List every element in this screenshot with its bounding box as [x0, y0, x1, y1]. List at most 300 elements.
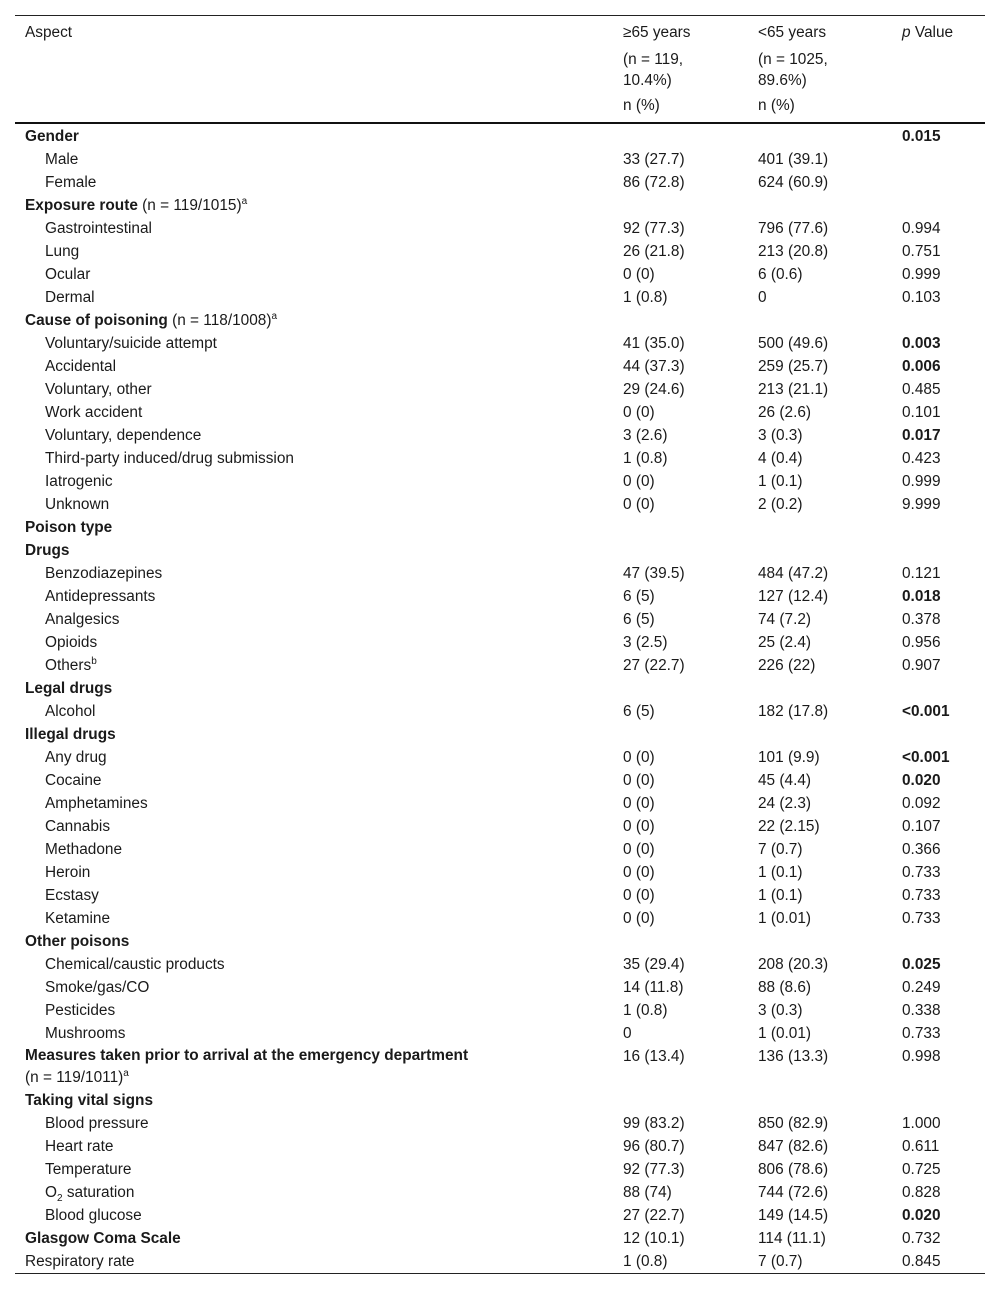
cell-p-value: 0.101	[902, 404, 941, 421]
cell-65-plus: 96 (80.7)	[623, 1138, 685, 1155]
cell-p-value: 0.485	[902, 381, 941, 398]
row-label-text: Poison type	[25, 519, 113, 536]
cell-65-plus: 29 (24.6)	[623, 381, 685, 398]
cell-p-value: 0.994	[902, 220, 941, 237]
table-row	[15, 1045, 985, 1089]
row-label-text: Voluntary/suicide attempt	[45, 335, 217, 352]
cell-under-65: 127 (12.4)	[758, 588, 829, 605]
row-label	[15, 355, 613, 378]
row-label-text: Pesticides	[45, 1002, 116, 1019]
cell-under-65: 88 (8.6)	[758, 979, 812, 996]
table-row	[15, 953, 985, 976]
cell-p-value: 0.378	[902, 611, 941, 628]
cell-65-plus: 14 (11.8)	[623, 979, 684, 996]
p-value-label: Value	[910, 24, 954, 41]
cell-p-value: 0.725	[902, 1161, 941, 1178]
row-label	[15, 1089, 613, 1112]
cell-65-plus: 35 (29.4)	[623, 956, 685, 973]
row-label	[15, 654, 613, 677]
cell-65-plus	[613, 194, 748, 217]
cell-p-value: 0.732	[902, 1230, 941, 1247]
row-label-note: (n = 118/1008)	[167, 312, 272, 329]
cell-p-value	[892, 148, 985, 171]
row-label-text: Ketamine	[45, 910, 111, 927]
row-label	[15, 930, 613, 953]
cell-under-65: 22 (2.15)	[758, 818, 820, 835]
cell-under-65	[748, 1089, 892, 1112]
cell-under-65: 136 (13.3)	[758, 1048, 829, 1065]
table-row	[15, 585, 985, 608]
cell-65-plus	[613, 123, 748, 148]
cell-p-value: 0.751	[902, 243, 941, 260]
cell-p-value: 0.018	[902, 588, 941, 605]
cell-65-plus: 92 (77.3)	[623, 1161, 685, 1178]
row-label-text: Blood glucose	[45, 1207, 142, 1224]
subscript: 2	[56, 1193, 63, 1205]
cell-p-value	[892, 723, 985, 746]
row-label-note: (n = 119/1011)	[25, 1069, 124, 1086]
cell-under-65	[748, 539, 892, 562]
row-label-text: Ecstasy	[45, 887, 99, 904]
row-label-text: Antidepressants	[45, 588, 156, 605]
cell-p-value: 0.733	[902, 864, 941, 881]
cell-under-65: 1 (0.1)	[758, 887, 803, 904]
cell-p-value	[892, 677, 985, 700]
row-label-text: Voluntary, other	[45, 381, 152, 398]
cell-under-65: 1 (0.01)	[758, 1025, 812, 1042]
row-label	[15, 263, 613, 286]
cell-under-65: 2 (0.2)	[758, 496, 803, 513]
row-label-text: Third-party induced/drug submission	[45, 450, 294, 467]
cell-under-65: 208 (20.3)	[758, 956, 829, 973]
cell-p-value: 0.003	[902, 335, 941, 352]
header-65-plus-n: (n = 119, 10.4%)	[623, 51, 684, 89]
table-row	[15, 1112, 985, 1135]
cell-p-value: 0.733	[902, 887, 941, 904]
row-label-text: Blood pressure	[45, 1115, 149, 1132]
cell-p-value: 9.999	[902, 496, 941, 513]
cell-under-65: 0	[758, 289, 767, 306]
row-label-text: Heart rate	[45, 1138, 114, 1155]
row-label	[15, 493, 613, 516]
cell-under-65	[748, 123, 892, 148]
table-row	[15, 539, 985, 562]
row-label	[15, 516, 613, 539]
table-row	[15, 263, 985, 286]
row-label-text: Dermal	[45, 289, 95, 306]
table-container	[15, 15, 985, 1274]
cell-under-65: 213 (20.8)	[758, 243, 829, 260]
row-label	[15, 608, 613, 631]
cell-p-value	[892, 516, 985, 539]
table-row	[15, 493, 985, 516]
table-row	[15, 1022, 985, 1045]
table-row	[15, 1227, 985, 1250]
cell-65-plus	[613, 516, 748, 539]
row-label-text: Cause of poisoning	[25, 312, 168, 329]
row-label-note: (n = 119/1015)	[137, 197, 242, 214]
cell-p-value	[892, 194, 985, 217]
table-row	[15, 907, 985, 930]
cell-p-value: 1.000	[902, 1115, 941, 1132]
table-row	[15, 999, 985, 1022]
cell-65-plus: 3 (2.6)	[623, 427, 668, 444]
row-label	[15, 171, 613, 194]
cell-under-65: 3 (0.3)	[758, 427, 803, 444]
cell-under-65	[748, 194, 892, 217]
row-label-text: Heroin	[45, 864, 91, 881]
row-label-text: Voluntary, dependence	[45, 427, 202, 444]
cell-under-65: 850 (82.9)	[758, 1115, 829, 1132]
cell-65-plus: 1 (0.8)	[623, 1002, 668, 1019]
cell-under-65: 484 (47.2)	[758, 565, 829, 582]
table-row	[15, 1250, 985, 1274]
row-label	[15, 148, 613, 171]
row-label-text: Temperature	[45, 1161, 132, 1178]
cell-under-65	[748, 723, 892, 746]
row-label-text: Unknown	[45, 496, 110, 513]
cell-under-65: 806 (78.6)	[758, 1161, 829, 1178]
table-row	[15, 123, 985, 148]
cell-p-value: 0.121	[902, 565, 941, 582]
cell-under-65: 796 (77.6)	[758, 220, 829, 237]
table-row	[15, 240, 985, 263]
header-p-value	[892, 16, 985, 50]
row-label	[15, 286, 613, 309]
cell-under-65: 74 (7.2)	[758, 611, 812, 628]
cell-under-65: 25 (2.4)	[758, 634, 812, 651]
table-row	[15, 746, 985, 769]
row-label-text: Work accident	[45, 404, 143, 421]
cell-p-value: 0.423	[902, 450, 941, 467]
row-label	[15, 815, 613, 838]
row-label	[15, 309, 613, 332]
cell-p-value	[892, 1089, 985, 1112]
row-label	[15, 769, 613, 792]
table-row	[15, 700, 985, 723]
row-label	[15, 1204, 613, 1227]
cell-under-65: 114 (11.1)	[758, 1230, 826, 1247]
row-label-text: Male	[45, 151, 79, 168]
cell-p-value: 0.006	[902, 358, 941, 375]
cell-p-value: 0.828	[902, 1184, 941, 1201]
row-label	[15, 884, 613, 907]
row-label	[15, 1227, 613, 1250]
table-row	[15, 355, 985, 378]
cell-65-plus: 0	[623, 1025, 632, 1042]
header-under-65-n: (n = 1025, 89.6%)	[758, 51, 828, 89]
cell-65-plus: 41 (35.0)	[623, 335, 685, 352]
cell-under-65: 26 (2.6)	[758, 404, 812, 421]
cell-p-value: 0.999	[902, 473, 941, 490]
cell-65-plus: 3 (2.5)	[623, 634, 668, 651]
row-label	[15, 470, 613, 493]
table-row	[15, 1158, 985, 1181]
row-label-text: Benzodiazepines	[45, 565, 163, 582]
cell-65-plus: 1 (0.8)	[623, 450, 668, 467]
row-label-text: Gastrointestinal	[45, 220, 152, 237]
cell-under-65: 45 (4.4)	[758, 772, 812, 789]
row-label	[15, 217, 613, 240]
cell-under-65	[748, 677, 892, 700]
cell-under-65: 182 (17.8)	[758, 703, 829, 720]
cell-65-plus: 0 (0)	[623, 887, 655, 904]
row-label-text: Glasgow Coma Scale	[25, 1230, 181, 1247]
cell-p-value: 0.998	[902, 1048, 941, 1065]
cell-p-value: 0.733	[902, 910, 941, 927]
table-row	[15, 930, 985, 953]
cell-65-plus	[613, 309, 748, 332]
cell-65-plus: 44 (37.3)	[623, 358, 685, 375]
table-row	[15, 1135, 985, 1158]
cell-p-value	[892, 539, 985, 562]
row-label-text: Exposure route	[25, 197, 138, 214]
row-label	[15, 194, 613, 217]
cell-under-65	[748, 930, 892, 953]
cell-65-plus: 1 (0.8)	[613, 1250, 748, 1274]
footnote-marker: a	[271, 310, 278, 322]
row-label	[15, 539, 613, 562]
cell-p-value: 0.092	[902, 795, 941, 812]
cell-under-65: 24 (2.3)	[758, 795, 812, 812]
table-header	[15, 16, 985, 124]
row-label-text: Other poisons	[25, 933, 130, 950]
row-label	[15, 1158, 613, 1181]
table-row	[15, 309, 985, 332]
data-table	[15, 15, 985, 1274]
row-label	[15, 447, 613, 470]
row-label	[15, 861, 613, 884]
cell-65-plus	[613, 539, 748, 562]
row-label	[15, 1135, 613, 1158]
row-label-text: Measures taken prior to arrival at the emergency department	[25, 1047, 469, 1064]
cell-65-plus: 92 (77.3)	[623, 220, 685, 237]
table-row	[15, 148, 985, 171]
cell-p-value: 0.103	[902, 289, 941, 306]
row-label-text: Taking vital signs	[25, 1092, 154, 1109]
cell-under-65: 624 (60.9)	[758, 174, 829, 191]
header-under-65: <65 years	[748, 16, 892, 50]
row-label-text: Legal drugs	[25, 680, 113, 697]
cell-under-65: 744 (72.6)	[758, 1184, 829, 1201]
cell-65-plus: 0 (0)	[623, 841, 655, 858]
table-row	[15, 378, 985, 401]
row-label	[15, 562, 613, 585]
row-label	[15, 1045, 613, 1089]
footnote-marker: b	[91, 655, 97, 667]
row-label-text: Any drug	[45, 749, 107, 766]
cell-65-plus: 26 (21.8)	[623, 243, 685, 260]
table-row	[15, 815, 985, 838]
header-65-plus-npct: n (%)	[613, 95, 748, 123]
cell-65-plus: 27 (22.7)	[623, 1207, 685, 1224]
cell-under-65: 6 (0.6)	[758, 266, 803, 283]
row-label-text: Lung	[45, 243, 80, 260]
cell-65-plus: 33 (27.7)	[623, 151, 685, 168]
cell-under-65: 1 (0.01)	[758, 910, 812, 927]
cell-p-value: 0.249	[902, 979, 941, 996]
header-aspect: Aspect	[15, 16, 613, 50]
row-label	[15, 677, 613, 700]
row-label	[15, 976, 613, 999]
row-label	[15, 585, 613, 608]
cell-p-value: <0.001	[902, 703, 950, 720]
cell-65-plus: 0 (0)	[623, 864, 655, 881]
row-label-text: Accidental	[45, 358, 117, 375]
cell-65-plus: 0 (0)	[623, 772, 655, 789]
cell-p-value: 0.017	[902, 427, 941, 444]
row-label-text: Gender	[25, 128, 79, 145]
cell-65-plus: 6 (5)	[623, 703, 655, 720]
table-row	[15, 1204, 985, 1227]
cell-65-plus: 88 (74)	[623, 1184, 672, 1201]
p-italic: p	[902, 24, 911, 41]
row-label	[15, 746, 613, 769]
row-label-text: Methadone	[45, 841, 123, 858]
row-label-text: Respiratory rate	[25, 1253, 135, 1270]
cell-p-value: 0.733	[902, 1025, 941, 1042]
row-label-text: Female	[45, 174, 97, 191]
row-label-text: Others	[45, 657, 92, 674]
cell-65-plus: 47 (39.5)	[623, 565, 685, 582]
cell-under-65: 7 (0.7)	[758, 841, 803, 858]
cell-p-value: 0.020	[902, 1207, 941, 1224]
cell-p-value: 0.366	[902, 841, 941, 858]
row-label-after: saturation	[62, 1184, 135, 1201]
row-label-text: Opioids	[45, 634, 98, 651]
cell-under-65: 259 (25.7)	[758, 358, 829, 375]
table-row	[15, 976, 985, 999]
table-row	[15, 401, 985, 424]
row-label	[15, 1022, 613, 1045]
row-label	[15, 792, 613, 815]
row-label	[15, 838, 613, 861]
cell-65-plus: 27 (22.7)	[623, 657, 685, 674]
cell-under-65: 500 (49.6)	[758, 335, 829, 352]
row-label	[15, 332, 613, 355]
cell-p-value: 0.845	[892, 1250, 985, 1274]
table-row	[15, 608, 985, 631]
footnote-marker: a	[123, 1067, 129, 1079]
cell-65-plus: 0 (0)	[623, 404, 655, 421]
row-label	[15, 999, 613, 1022]
cell-65-plus: 86 (72.8)	[623, 174, 685, 191]
cell-under-65: 847 (82.6)	[758, 1138, 829, 1155]
table-row	[15, 171, 985, 194]
cell-p-value	[892, 930, 985, 953]
cell-65-plus	[613, 723, 748, 746]
row-label-text: Drugs	[25, 542, 70, 559]
table-row	[15, 884, 985, 907]
cell-65-plus: 6 (5)	[623, 611, 655, 628]
cell-p-value: 0.015	[902, 128, 941, 145]
table-row	[15, 838, 985, 861]
cell-65-plus	[613, 930, 748, 953]
footnote-marker: a	[241, 195, 248, 207]
table-row	[15, 332, 985, 355]
cell-under-65: 401 (39.1)	[758, 151, 829, 168]
row-label-text: Mushrooms	[45, 1025, 126, 1042]
row-label-text: Amphetamines	[45, 795, 148, 812]
row-label	[15, 1181, 613, 1204]
cell-65-plus	[613, 1089, 748, 1112]
row-label	[15, 240, 613, 263]
table-row	[15, 1181, 985, 1204]
row-label	[15, 700, 613, 723]
row-label-text: Illegal drugs	[25, 726, 116, 743]
cell-65-plus: 0 (0)	[623, 266, 655, 283]
cell-p-value: 0.907	[902, 657, 941, 674]
cell-65-plus: 0 (0)	[623, 910, 655, 927]
table-row	[15, 217, 985, 240]
cell-p-value: 0.956	[902, 634, 941, 651]
table-row	[15, 424, 985, 447]
row-label-text: O	[45, 1184, 57, 1201]
cell-under-65: 149 (14.5)	[758, 1207, 829, 1224]
row-label	[15, 723, 613, 746]
row-label-text: Chemical/caustic products	[45, 956, 225, 973]
cell-p-value: 0.107	[902, 818, 941, 835]
cell-65-plus: 16 (13.4)	[623, 1048, 685, 1065]
row-label	[15, 401, 613, 424]
cell-under-65: 1 (0.1)	[758, 473, 803, 490]
row-label	[15, 1112, 613, 1135]
table-row	[15, 194, 985, 217]
cell-p-value: 0.338	[902, 1002, 941, 1019]
cell-65-plus: 0 (0)	[623, 749, 655, 766]
header-under-65-npct: n (%)	[748, 95, 892, 123]
table-row	[15, 861, 985, 884]
table-row	[15, 562, 985, 585]
cell-under-65: 3 (0.3)	[758, 1002, 803, 1019]
row-label	[15, 907, 613, 930]
cell-65-plus: 0 (0)	[623, 795, 655, 812]
cell-65-plus: 99 (83.2)	[623, 1115, 685, 1132]
cell-65-plus: 0 (0)	[623, 496, 655, 513]
cell-p-value: 0.999	[902, 266, 941, 283]
row-label-text: Cannabis	[45, 818, 111, 835]
cell-65-plus: 0 (0)	[623, 473, 655, 490]
table-row	[15, 792, 985, 815]
cell-p-value: <0.001	[902, 749, 950, 766]
header-65-plus: ≥65 years	[613, 16, 748, 50]
cell-under-65: 226 (22)	[758, 657, 816, 674]
cell-65-plus	[613, 677, 748, 700]
row-label-text: Ocular	[45, 266, 91, 283]
row-label	[15, 123, 613, 148]
cell-65-plus: 6 (5)	[623, 588, 655, 605]
table-body	[15, 123, 985, 1274]
table-row	[15, 1089, 985, 1112]
table-row	[15, 654, 985, 677]
row-label-text: Alcohol	[45, 703, 96, 720]
cell-under-65: 213 (21.1)	[758, 381, 829, 398]
cell-under-65	[748, 516, 892, 539]
cell-65-plus: 12 (10.1)	[623, 1230, 685, 1247]
cell-under-65: 101 (9.9)	[758, 749, 820, 766]
cell-p-value: 0.020	[902, 772, 941, 789]
row-label	[15, 953, 613, 976]
cell-p-value	[892, 171, 985, 194]
cell-under-65: 1 (0.1)	[758, 864, 803, 881]
cell-under-65: 4 (0.4)	[758, 450, 803, 467]
cell-p-value: 0.025	[902, 956, 941, 973]
cell-p-value: 0.611	[902, 1138, 940, 1155]
row-label-text: Smoke/gas/CO	[45, 979, 150, 996]
row-label-text: Analgesics	[45, 611, 120, 628]
row-label-text: Cocaine	[45, 772, 102, 789]
table-row	[15, 447, 985, 470]
